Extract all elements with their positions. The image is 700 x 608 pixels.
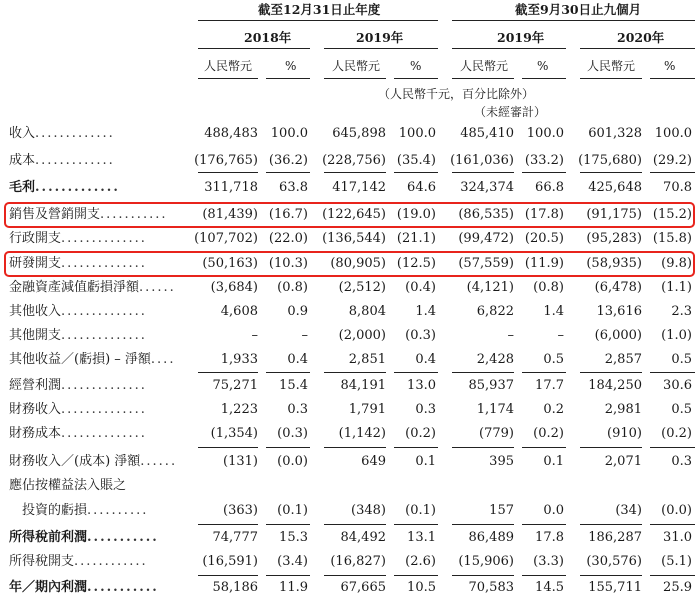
table-cell: 25.9 — [663, 580, 692, 595]
table-cell: 15.3 — [279, 530, 308, 545]
subtotal-rule — [452, 524, 514, 525]
table-cell: (131) — [223, 454, 258, 469]
subtotal-rule — [394, 447, 438, 448]
unit-rule — [452, 78, 514, 79]
table-cell: 66.8 — [535, 180, 564, 195]
table-cell: 485,410 — [460, 126, 514, 141]
subtotal-rule — [522, 575, 566, 576]
table-cell: (136,544) — [322, 231, 386, 246]
subtotal-rule — [198, 447, 258, 448]
row-label-text: 行政開支 — [9, 231, 62, 246]
table-cell: 4,608 — [220, 304, 258, 319]
table-cell: (4,121) — [466, 280, 514, 295]
table-cell: 417,142 — [332, 180, 386, 195]
row-label — [9, 328, 147, 344]
table-cell: 70,583 — [468, 580, 514, 595]
subtotal-rule — [580, 372, 642, 373]
leader-dots: .............. — [61, 304, 147, 319]
table-cell: 100.0 — [526, 126, 564, 141]
table-cell: (9.8) — [661, 256, 692, 271]
subtotal-rule — [266, 372, 310, 373]
table-cell: (1.0) — [661, 328, 692, 343]
unit-rule — [266, 78, 310, 79]
table-cell: (0.1) — [277, 503, 308, 518]
table-cell: (15.8) — [652, 231, 692, 246]
subtotal-rule — [394, 575, 438, 576]
table-cell: (57,559) — [458, 256, 514, 271]
row-label-text: 經營利潤 — [9, 378, 62, 393]
subtotal-rule — [522, 172, 566, 173]
table-cell: (122,645) — [322, 207, 386, 222]
table-cell: 0.3 — [671, 454, 692, 469]
row-label — [9, 503, 148, 519]
row-label-text: 其他開支 — [9, 328, 62, 343]
unit-label: % — [537, 59, 549, 73]
table-cell: 1,174 — [476, 402, 514, 417]
table-cell: 8,804 — [348, 304, 386, 319]
row-label-text: 其他收入 — [9, 304, 62, 319]
table-cell: 17.7 — [535, 378, 564, 393]
table-cell: 0.5 — [543, 352, 564, 367]
leader-dots: .............. — [61, 402, 147, 417]
table-cell: 75,271 — [212, 378, 258, 393]
subtotal-rule — [650, 372, 695, 373]
table-cell: 63.8 — [279, 180, 308, 195]
table-cell: (0.8) — [277, 280, 308, 295]
subtotal-rule — [580, 575, 642, 576]
table-cell: (16,591) — [202, 554, 258, 569]
table-cell: 1,791 — [348, 402, 386, 417]
table-cell: (363) — [223, 503, 258, 518]
year-2020: 2020年 — [617, 30, 665, 45]
row-label-text: 投資的虧損 — [9, 503, 88, 518]
table-cell: 0.3 — [415, 402, 436, 417]
table-cell: 649 — [361, 454, 386, 469]
unit-label: % — [664, 59, 676, 73]
table-cell: (0.1) — [405, 503, 436, 518]
subtotal-rule — [452, 172, 514, 173]
year-2019-9m: 2019年 — [497, 30, 545, 45]
table-cell: (348) — [351, 503, 386, 518]
table-cell: 1,933 — [220, 352, 258, 367]
table-cell: 0.3 — [287, 402, 308, 417]
leader-dots: .............. — [61, 426, 147, 441]
table-cell: (161,036) — [450, 153, 514, 168]
table-cell: 30.6 — [663, 378, 692, 393]
table-cell: (36.2) — [268, 153, 308, 168]
table-cell: 10.5 — [407, 580, 436, 595]
row-label — [9, 426, 147, 442]
period-header-9m: 截至9月30日止九個月 — [515, 2, 642, 17]
table-cell: – — [301, 328, 308, 343]
row-label — [9, 530, 159, 546]
table-cell: (779) — [479, 426, 514, 441]
header-rule-fy — [198, 20, 438, 21]
table-cell: 13,616 — [596, 304, 642, 319]
table-cell: (2,512) — [338, 280, 386, 295]
table-cell: 11.9 — [279, 580, 308, 595]
subtotal-rule — [198, 372, 258, 373]
table-cell: (80,905) — [330, 256, 386, 271]
table-cell: (0.3) — [277, 426, 308, 441]
year-2018: 2018年 — [244, 30, 292, 45]
table-cell: 0.4 — [415, 352, 436, 367]
table-cell: 13.0 — [407, 378, 436, 393]
table-cell: (15.2) — [652, 207, 692, 222]
table-cell: 15.4 — [279, 378, 308, 393]
table-cell: (1,142) — [338, 426, 386, 441]
table-cell: 70.8 — [663, 180, 692, 195]
table-cell: (34) — [615, 503, 642, 518]
leader-dots: .............. — [61, 231, 147, 246]
row-label-text: 銷售及營銷開支 — [9, 207, 101, 222]
leader-dots: ........... — [87, 530, 159, 545]
row-label-text: 應佔按權益法入賬之 — [9, 478, 127, 493]
table-cell: 395 — [489, 454, 514, 469]
subtotal-rule — [198, 524, 258, 525]
table-cell: (1.1) — [661, 280, 692, 295]
subtotal-rule — [266, 575, 310, 576]
table-cell: (19.0) — [396, 207, 436, 222]
table-cell: 425,648 — [588, 180, 642, 195]
year-rule-1 — [198, 48, 310, 49]
row-label-text: 財務成本 — [9, 426, 62, 441]
table-cell: 85,937 — [468, 378, 514, 393]
row-label-text: 所得稅開支 — [9, 554, 75, 569]
row-label-text: 毛利 — [9, 180, 36, 195]
subtotal-rule — [580, 447, 642, 448]
table-cell: (0.3) — [405, 328, 436, 343]
row-label-text: 財務收入／(成本) 淨額 — [9, 454, 141, 469]
table-cell: 0.0 — [543, 503, 564, 518]
table-cell: 13.1 — [407, 530, 436, 545]
leader-dots: ...... — [140, 454, 178, 469]
table-cell: (175,680) — [578, 153, 642, 168]
leader-dots: ........... — [87, 580, 159, 595]
subtotal-rule — [324, 372, 386, 373]
subtotal-rule — [394, 524, 438, 525]
table-cell: – — [251, 328, 258, 343]
table-cell: (228,756) — [322, 153, 386, 168]
unit-note: （人民幣千元，百分比除外） — [378, 87, 535, 101]
table-cell: (95,283) — [586, 231, 642, 246]
unit-rule — [580, 78, 642, 79]
row-label — [9, 352, 175, 368]
table-cell: (22.0) — [268, 231, 308, 246]
table-cell: (12.5) — [396, 256, 436, 271]
table-cell: 186,287 — [588, 530, 642, 545]
table-cell: 2.3 — [671, 304, 692, 319]
table-cell: (0.0) — [661, 503, 692, 518]
row-label — [9, 454, 177, 470]
table-cell: 14.5 — [535, 580, 564, 595]
leader-dots: .............. — [61, 378, 147, 393]
subtotal-rule — [650, 524, 695, 525]
row-label-text: 收入 — [9, 126, 36, 141]
unit-label: % — [410, 59, 422, 73]
subtotal-rule — [650, 575, 695, 576]
row-label — [9, 554, 148, 570]
table-cell: 84,492 — [340, 530, 386, 545]
table-cell: 100.0 — [654, 126, 692, 141]
table-cell: (16.7) — [268, 207, 308, 222]
subtotal-rule — [394, 172, 438, 173]
unit-label: % — [285, 59, 297, 73]
table-cell: 155,711 — [588, 580, 642, 595]
subtotal-rule — [452, 447, 514, 448]
table-cell: (0.0) — [277, 454, 308, 469]
table-cell: 488,483 — [204, 126, 258, 141]
highlight-rd-expenses — [4, 251, 695, 277]
row-label-text: 金融資產減值虧損淨額 — [9, 280, 140, 295]
table-cell: 324,374 — [460, 180, 514, 195]
table-cell: 2,857 — [604, 352, 642, 367]
table-cell: 0.4 — [287, 352, 308, 367]
highlight-selling-expenses — [4, 202, 695, 228]
table-cell: (0.4) — [405, 280, 436, 295]
subtotal-rule — [266, 447, 310, 448]
table-cell: (50,163) — [202, 256, 258, 271]
table-cell: 0.1 — [543, 454, 564, 469]
table-cell: 84,191 — [340, 378, 386, 393]
table-cell: (29.2) — [652, 153, 692, 168]
leader-dots: .... — [150, 352, 176, 367]
table-cell: 2,981 — [604, 402, 642, 417]
table-cell: 0.5 — [671, 402, 692, 417]
subtotal-rule — [522, 447, 566, 448]
table-cell: (5.1) — [661, 554, 692, 569]
row-label — [9, 304, 147, 320]
row-label — [9, 580, 159, 596]
row-label-text: 其他收益／(虧損) – 淨額 — [9, 352, 151, 367]
subtotal-rule — [324, 172, 386, 173]
leader-dots: ............. — [35, 180, 120, 195]
table-cell: 58,186 — [212, 580, 258, 595]
subtotal-rule — [522, 524, 566, 525]
table-cell: 67,665 — [340, 580, 386, 595]
year-rule-3 — [452, 48, 566, 49]
table-cell: (107,702) — [194, 231, 258, 246]
subtotal-rule — [580, 524, 642, 525]
table-cell: 100.0 — [398, 126, 436, 141]
unit-rule — [394, 78, 438, 79]
period-header-fy: 截至12月31日止年度 — [258, 2, 381, 17]
table-cell: (17.8) — [524, 207, 564, 222]
leader-dots: ........... — [100, 207, 168, 222]
leader-dots: .............. — [61, 328, 147, 343]
unit-rule — [198, 78, 258, 79]
table-cell: (2,000) — [338, 328, 386, 343]
table-cell: (99,472) — [458, 231, 514, 246]
row-label — [9, 153, 115, 169]
unit-label: 人民幣元 — [332, 59, 381, 73]
table-cell: 1.4 — [543, 304, 564, 319]
table-cell: 74,777 — [212, 530, 258, 545]
table-cell: – — [507, 328, 514, 343]
table-cell: (0.8) — [533, 280, 564, 295]
table-cell: 1.4 — [415, 304, 436, 319]
table-cell: (35.4) — [396, 153, 436, 168]
table-cell: (3,684) — [210, 280, 258, 295]
table-cell: 2,071 — [604, 454, 642, 469]
table-cell: (910) — [607, 426, 642, 441]
subtotal-rule — [452, 372, 514, 373]
leader-dots: ...... — [139, 280, 176, 295]
row-label-text: 成本 — [9, 153, 36, 168]
table-cell: (0.2) — [533, 426, 564, 441]
row-label — [9, 280, 176, 296]
table-cell: (91,175) — [586, 207, 642, 222]
table-cell: (6,478) — [594, 280, 642, 295]
unit-label: 人民幣元 — [587, 59, 636, 73]
subtotal-rule — [452, 575, 514, 576]
table-cell: 17.8 — [535, 530, 564, 545]
subtotal-rule — [266, 524, 310, 525]
unit-rule — [324, 78, 386, 79]
table-cell: 311,718 — [204, 180, 258, 195]
table-cell: 6,822 — [476, 304, 514, 319]
table-cell: (16,827) — [330, 554, 386, 569]
row-label — [9, 478, 126, 494]
table-cell: (6,000) — [594, 328, 642, 343]
table-cell: (0.2) — [405, 426, 436, 441]
row-label — [9, 126, 115, 142]
subtotal-rule — [522, 372, 566, 373]
row-label-text: 年／期內利潤 — [9, 580, 88, 595]
unit-rule — [650, 78, 695, 79]
table-cell: (20.5) — [524, 231, 564, 246]
table-cell: 0.1 — [415, 454, 436, 469]
subtotal-rule — [324, 447, 386, 448]
table-cell: 0.9 — [287, 304, 308, 319]
row-label — [9, 402, 147, 418]
table-cell: (81,439) — [202, 207, 258, 222]
subtotal-rule — [580, 172, 642, 173]
table-cell: (1,354) — [210, 426, 258, 441]
row-label-text: 財務收入 — [9, 402, 62, 417]
table-cell: 2,851 — [348, 352, 386, 367]
table-cell: (30,576) — [586, 554, 642, 569]
subtotal-rule — [650, 172, 695, 173]
table-cell: 601,328 — [588, 126, 642, 141]
subtotal-rule — [394, 372, 438, 373]
year-rule-4 — [580, 48, 695, 49]
subtotal-rule — [324, 575, 386, 576]
table-cell: (15,906) — [458, 554, 514, 569]
table-cell: 157 — [489, 503, 514, 518]
table-cell: (33.2) — [524, 153, 564, 168]
table-cell: 0.5 — [671, 352, 692, 367]
table-cell: (11.9) — [524, 256, 564, 271]
table-cell: (86,535) — [458, 207, 514, 222]
row-label — [9, 231, 147, 247]
subtotal-rule — [266, 172, 310, 173]
table-cell: 31.0 — [663, 530, 692, 545]
row-label — [9, 378, 147, 394]
table-cell: 100.0 — [270, 126, 308, 141]
table-cell: (3.4) — [277, 554, 308, 569]
table-cell: 184,250 — [588, 378, 642, 393]
table-cell: – — [557, 328, 564, 343]
unit-rule — [522, 78, 566, 79]
table-cell: (3.3) — [533, 554, 564, 569]
table-cell: 645,898 — [332, 126, 386, 141]
unit-label: 人民幣元 — [460, 59, 509, 73]
row-label-text: 研發開支 — [9, 256, 62, 271]
row-label — [9, 180, 120, 196]
year-rule-2 — [324, 48, 438, 49]
table-cell: (58,935) — [586, 256, 642, 271]
table-cell: 2,428 — [476, 352, 514, 367]
leader-dots: .......... — [87, 503, 149, 518]
subtotal-rule — [198, 172, 258, 173]
table-cell: (10.3) — [268, 256, 308, 271]
table-cell: (0.2) — [661, 426, 692, 441]
table-cell: 0.2 — [543, 402, 564, 417]
year-2019-fy: 2019年 — [356, 30, 404, 45]
table-cell: 64.6 — [407, 180, 436, 195]
table-cell: (176,765) — [194, 153, 258, 168]
table-cell: 1,223 — [220, 402, 258, 417]
header-rule-9m — [452, 20, 695, 21]
subtotal-rule — [198, 575, 258, 576]
leader-dots: ............. — [35, 153, 115, 168]
audit-note: （未經審計） — [474, 105, 547, 119]
table-cell: (2.6) — [405, 554, 436, 569]
leader-dots: ............ — [74, 554, 148, 569]
subtotal-rule — [650, 447, 695, 448]
subtotal-rule — [324, 524, 386, 525]
table-cell: (21.1) — [396, 231, 436, 246]
row-label-text: 所得稅前利潤 — [9, 530, 88, 545]
leader-dots: .............. — [61, 256, 147, 271]
leader-dots: ............. — [35, 126, 115, 141]
table-cell: 86,489 — [468, 530, 514, 545]
unit-label: 人民幣元 — [204, 59, 253, 73]
